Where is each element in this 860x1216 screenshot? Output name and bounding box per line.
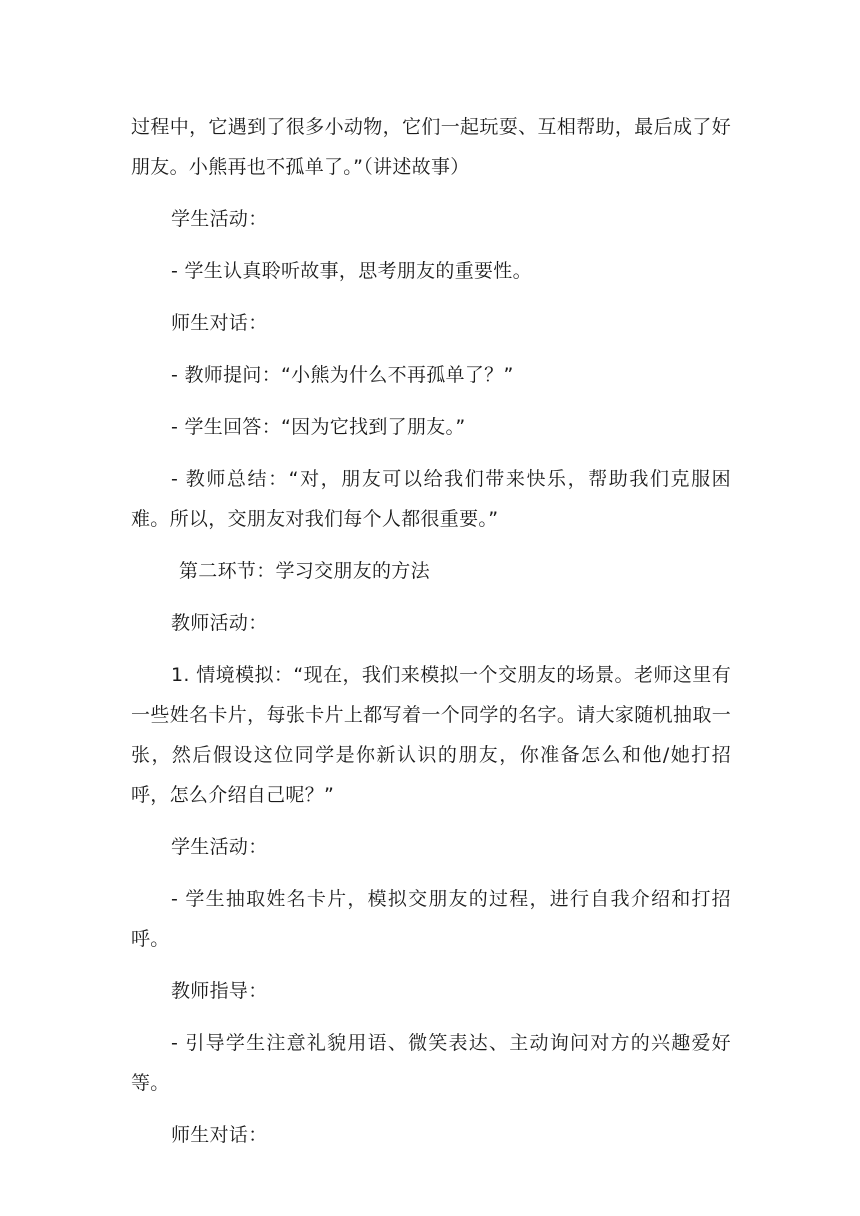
story-continuation-paragraph: 过程中，它遇到了很多小动物，它们一起玩耍、互相帮助，最后成了好朋友。小熊再也不孤单了。”（讲述故事） (131, 116, 731, 178)
student-activity-heading-2: 学生活动： (171, 836, 268, 858)
section-heading: 第二环节：学习交朋友的方法 (179, 560, 430, 582)
student-answer-item: - 学生回答：“因为它找到了朋友。” (171, 416, 466, 438)
dialogue-heading: 师生对话： (171, 312, 268, 334)
document-page (131, 107, 731, 1155)
teacher-guidance-item: - 引导学生注意礼貌用语、微笑表达、主动询问对方的兴趣爱好等。 (131, 1032, 731, 1094)
student-activity-heading: 学生活动： (171, 208, 268, 230)
scenario-simulation-item: 1. 情境模拟：“现在，我们来模拟一个交朋友的场景。老师这里有一些姓名卡片，每张卡片上都写着一个同学的名字。请大家随机抽取一张，然后假设这位同学是你新认识的朋友，你准备怎么和他/她打招呼，怎么介绍自己呢？” (131, 664, 731, 806)
dialogue-heading-2: 师生对话： (171, 1124, 268, 1146)
teacher-activity-heading: 教师活动： (171, 612, 268, 634)
student-activity-item-2: - 学生抽取姓名卡片，模拟交朋友的过程，进行自我介绍和打招呼。 (131, 888, 731, 950)
student-activity-item: - 学生认真聆听故事，思考朋友的重要性。 (171, 260, 532, 282)
teacher-summary-item: - 教师总结：“对，朋友可以给我们带来快乐，帮助我们克服困难。所以，交朋友对我们每个人都很重要。” (131, 468, 731, 530)
teacher-question-item: - 教师提问：“小熊为什么不再孤单了？” (171, 364, 514, 386)
teacher-guidance-heading: 教师指导： (171, 980, 268, 1002)
